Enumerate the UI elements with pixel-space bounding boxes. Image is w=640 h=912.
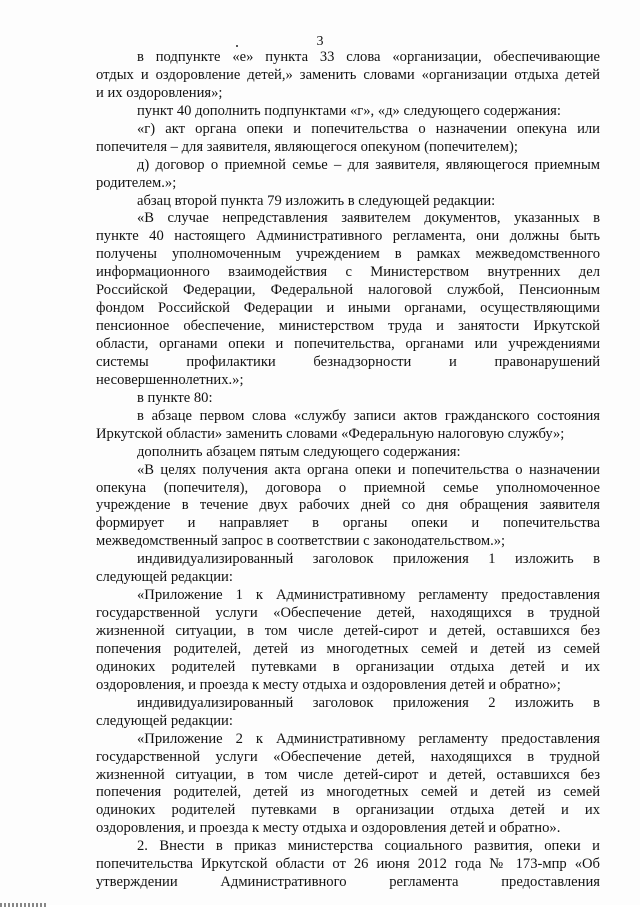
text-line: пенсионное обеспечение, министерством труда и занятости Иркутской [96, 318, 600, 335]
text-line: Российской Федерации, Федеральной налоговой службой, Пенсионным [96, 282, 600, 299]
text-line: следующей редакции: [96, 569, 233, 586]
text-line: «Приложение 1 к Административному регламенту предоставления [137, 587, 600, 604]
text-line: жизненной ситуации, в том числе детей-сирот и детей, оставшихся без [96, 623, 600, 639]
text-line: 2. Внести в приказ министерства социального развития, опеки и [137, 838, 600, 855]
text-line: абзац второй пункта 79 изложить в следующей редакции: [137, 192, 496, 209]
text-line: формирует и направляет в органы опеки и попечительства [96, 515, 600, 532]
text-line: в абзаце первом слова «службу записи актов гражданского состояния [137, 407, 600, 424]
text-line: попечительства Иркутской области от 26 июня 2012 года № 173-мпр «Об [96, 856, 600, 873]
text-line: отдых и оздоровление детей,» заменить словами «организации отдыха детей [96, 66, 600, 83]
text-line: попечения родителей, детей из многодетных семей и детей из семей [96, 784, 600, 801]
text-line: пункте 40 настоящего Административного регламента, они должны быть [96, 228, 600, 245]
text-line: оздоровления, и проезда к месту отдыха и оздоровления детей и обратно». [96, 820, 561, 837]
text-line: «Приложение 2 к Административному регламенту предоставления [137, 730, 600, 747]
text-line: в пункте 80: [137, 389, 213, 406]
text-line: оздоровления, и проезда к месту отдыха и оздоровления детей и обратно»; [96, 676, 561, 693]
document-body [96, 49, 600, 892]
text-line: опекуна (попечителя), договора о приемной семье уполномоченное [96, 479, 600, 496]
text-line: одиноких родителей путевками в организации отдыха детей и их [96, 802, 600, 819]
text-line: государственной услуги «Обеспечение детей, находящихся в трудной [96, 605, 600, 622]
text-line: межведомственный запрос в соответствии с законодательством.»; [96, 533, 506, 550]
text-line: несовершеннолетних.»; [96, 371, 244, 388]
text-line: в подпункте «е» пункта 33 слова «организации, обеспечивающие [137, 49, 600, 65]
text-line: системы профилактики безнадзорности и правонарушений [96, 353, 600, 370]
text-line: попечения родителей, детей из многодетных семей и детей из семей [96, 640, 600, 657]
text-line: утверждении Административного регламента предоставления [96, 874, 600, 891]
text-line: учреждение в течение двух рабочих дней со дня обращения заявителя [96, 497, 600, 514]
text-line: фондом Российской Федерации и иными органами, осуществляющими [96, 300, 600, 317]
scan-speck [236, 45, 238, 47]
text-line: области, органами опеки и попечительства, органами или учреждениями [96, 336, 600, 352]
scan-edge-marks [0, 895, 95, 901]
text-line: «В целях получения акта органа опеки и попечительства о назначении [137, 461, 600, 478]
text-line: Иркутской области» заменить словами «Федеральную налоговую службу»; [96, 425, 565, 442]
text-line: пункт 40 дополнить подпунктами «г», «д» следующего содержания: [137, 102, 561, 119]
text-line: «г) акт органа опеки и попечительства о назначении опекуна или [137, 120, 600, 137]
text-line: государственной услуги «Обеспечение детей, находящихся в трудной [96, 748, 600, 765]
text-line: д) договор о приемной семье – для заявителя, являющегося приемным [137, 156, 600, 173]
text-line: «В случае непредставления заявителем документов, указанных в [137, 210, 600, 227]
text-line: родителем.»; [96, 174, 177, 191]
text-line: жизненной ситуации, в том числе детей-сирот и детей, оставшихся без [96, 766, 600, 783]
text-line: информационного взаимодействия с Министерством внутренних дел [96, 264, 600, 281]
page-number: 3 [316, 34, 324, 49]
text-line: и их оздоровления»; [96, 84, 223, 101]
text-line: одиноких родителей путевками в организации отдыха детей и их [96, 658, 600, 675]
text-line: индивидуализированный заголовок приложения 2 изложить в [137, 694, 600, 711]
text-line: следующей редакции: [96, 712, 233, 729]
text-line: попечителя – для заявителя, являющегося опекуном (попечителем); [96, 138, 518, 155]
text-line: получены уполномоченным учреждением в рамках межведомственного [96, 246, 600, 263]
text-line: индивидуализированный заголовок приложения 1 изложить в [137, 551, 600, 568]
text-line: дополнить абзацем пятым следующего содержания: [137, 443, 461, 460]
